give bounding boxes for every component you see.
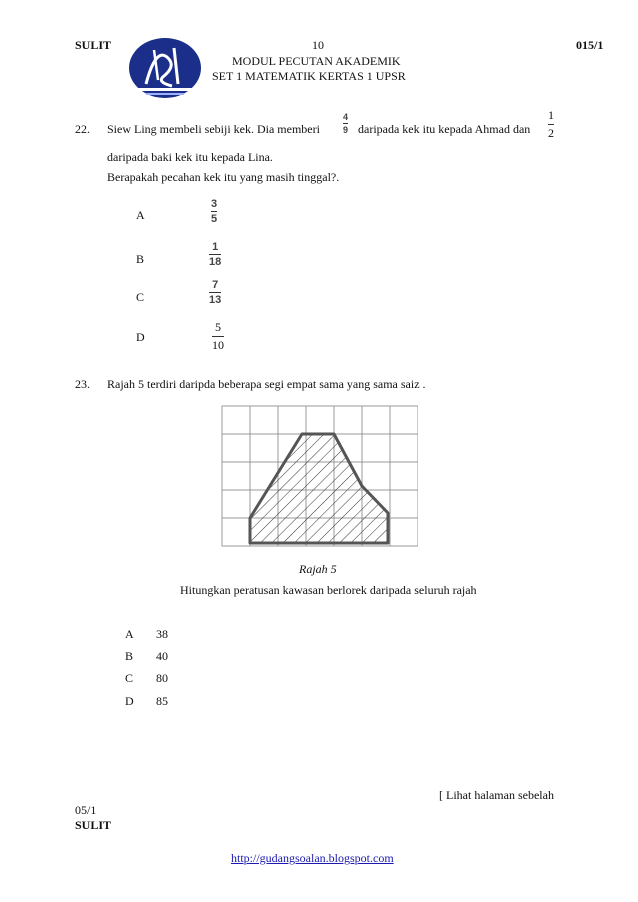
frac-num: 1 bbox=[548, 108, 554, 122]
frac-den: 13 bbox=[209, 294, 222, 306]
q22-option-c-label: C bbox=[136, 290, 145, 304]
q23-option-b-label: B bbox=[125, 649, 134, 663]
q23-option-d-label: D bbox=[125, 694, 134, 708]
page-number: 10 bbox=[312, 38, 324, 52]
frac-den: 9 bbox=[343, 125, 349, 135]
school-logo-icon bbox=[126, 36, 204, 104]
source-link[interactable]: http://gudangsoalan.blogspot.com bbox=[231, 851, 394, 865]
footer-sulit: SULIT bbox=[75, 818, 112, 832]
frac-num: 5 bbox=[215, 320, 221, 334]
q23-line1: Rajah 5 terdiri daripda beberapa segi empat sama yang sama saiz . bbox=[107, 377, 426, 391]
q22-option-d-fraction bbox=[212, 320, 224, 353]
frac-num: 4 bbox=[343, 112, 349, 122]
q22-line2: daripada baki kek itu kepada Lina. bbox=[107, 150, 273, 164]
q23-number: 23. bbox=[75, 377, 90, 391]
q23-option-c-value: 80 bbox=[156, 671, 168, 685]
q22-line1-a: Siew Ling membeli sebiji kek. Dia memberi bbox=[107, 122, 320, 136]
q23-option-b-value: 40 bbox=[156, 649, 168, 663]
q22-option-c-fraction bbox=[209, 279, 221, 306]
q23-option-c-label: C bbox=[125, 671, 134, 685]
frac-den: 5 bbox=[211, 213, 218, 225]
q23-option-d-value: 85 bbox=[156, 694, 168, 708]
q22-line3: Berapakah pecahan kek itu yang masih tinggal?. bbox=[107, 170, 340, 184]
footer-code: 05/1 bbox=[75, 803, 97, 817]
q22-option-a-fraction bbox=[211, 198, 217, 225]
see-next-page: [ Lihat halaman sebelah bbox=[439, 788, 554, 802]
shaded-region bbox=[250, 434, 388, 543]
rajah-5-figure bbox=[218, 404, 418, 550]
frac-den: 2 bbox=[548, 126, 554, 140]
q23-option-a-label: A bbox=[125, 627, 134, 641]
frac-num: 3 bbox=[211, 198, 218, 210]
q22-option-b-fraction bbox=[209, 241, 221, 268]
q22-frac-half bbox=[548, 108, 554, 141]
header-sulit: SULIT bbox=[75, 38, 112, 52]
q22-option-d-label: D bbox=[136, 330, 145, 344]
q23-instruction: Hitungkan peratusan kawasan berlorek daripada seluruh rajah bbox=[180, 583, 477, 597]
q22-line1-b: daripada kek itu kepada Ahmad dan bbox=[358, 122, 531, 136]
q22-option-b-label: B bbox=[136, 252, 145, 266]
q22-option-a-label: A bbox=[136, 208, 145, 222]
q22-number: 22. bbox=[75, 122, 90, 136]
frac-num: 7 bbox=[212, 279, 219, 291]
frac-den: 18 bbox=[209, 256, 222, 268]
q22-frac-four-ninths bbox=[343, 112, 348, 135]
figure-caption: Rajah 5 bbox=[299, 562, 337, 576]
header-title-1: MODUL PECUTAN AKADEMIK bbox=[232, 54, 401, 68]
q23-option-a-value: 38 bbox=[156, 627, 168, 641]
header-title-2: SET 1 MATEMATIK KERTAS 1 UPSR bbox=[212, 69, 406, 83]
header-code: 015/1 bbox=[576, 38, 604, 52]
frac-den: 10 bbox=[212, 338, 224, 352]
frac-num: 1 bbox=[212, 241, 219, 253]
